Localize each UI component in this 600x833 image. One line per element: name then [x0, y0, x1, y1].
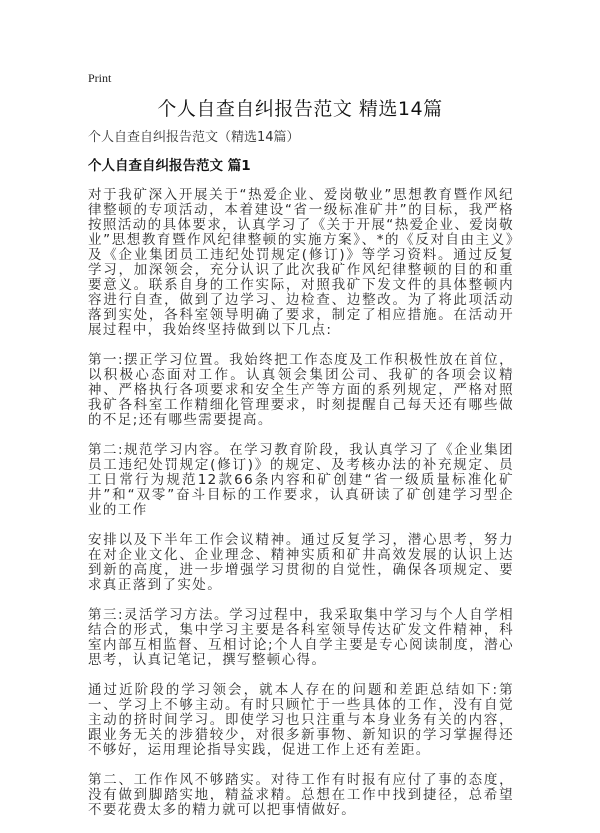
document-title: 个人自查自纠报告范文 精选14篇	[157, 98, 443, 120]
paragraph: 第一:摆正学习位置。我始终把工作态度及工作积极性放在首位，以积极心态面对工作。认真领会集团公司、我矿的各项会议精神、严格执行各项要求和安全生产等方面的系列规定，严格对照我矿各科室工作精细化管理要求，时刻提醒自己每天还有哪些做的不足;还有哪些需要提高。	[88, 352, 514, 428]
document-body	[88, 188, 514, 833]
paragraph: 通过近阶段的学习领会，就本人存在的问题和差距总结如下:第一、学习上不够主动。有时只顾忙于一些具体的工作，没有自觉主动的挤时间学习。即使学习也只注重与本身业务有关的内容，跟业务无关的涉猎较少，对很多新事物、新知识的学习掌握得还不够好，运用理论指导实践，促进工作上还有差距。	[88, 682, 514, 758]
section-heading: 个人自查自纠报告范文 篇1	[88, 158, 251, 174]
paragraph: 第二:规范学习内容。在学习教育阶段，我认真学习了《企业集团员工违纪处罚规定(修订)》的规定、及考核办法的补充规定、员工日常行为规范12款66条内容和矿创建“省一级质量标准化矿井”和“双零”奋斗目标的工作要求，认真研读了矿创建学习型企业的工作	[88, 442, 514, 518]
print-label: Print	[88, 71, 112, 85]
paragraph: 对于我矿深入开展关于“热爱企业、爱岗敬业”思想教育暨作风纪律整顿的专项活动，本着建设“省一级标准矿井”的目标，我严格按照活动的具体要求，认真学习了《关于开展“热爱企业、爱岗敬业”思想教育暨作风纪律整顿的实施方案》、*的《反对自由主义》及《企业集团员工违纪处罚规定(修订)》等学习资料。通过反复学习，加深领会，充分认识了此次我矿作风纪律整顿的目的和重要意义。联系自身的工作实际，对照我矿下发文件的具体整顿内容进行自查，做到了边学习、边检查、边整改。为了将此项活动落到实处，各科室领导明确了要求，制定了相应措施。在活动开展过程中，我始终坚持做到以下几点:	[88, 187, 514, 338]
paragraph: 第三:灵活学习方法。学习过程中，我采取集中学习与个人自学相结合的形式，集中学习主要是各科室领导传达矿发文件精神，科室内部互相监督、互相讨论;个人自学主要是专心阅读制度，潜心思考，认真记笔记，撰写整顿心得。	[88, 607, 514, 668]
document-subtitle: 个人自查自纠报告范文（精选14篇）	[88, 130, 300, 145]
paragraph: 第二、工作作风不够踏实。对待工作有时报有应付了事的态度，没有做到脚踏实地，精益求精。总想在工作中找到捷径，总希望不要花费太多的精力就可以把事情做好。	[88, 772, 514, 818]
paragraph: 安排以及下半年工作会议精神。通过反复学习，潜心思考，努力在对企业文化、企业理念、精神实质和矿井高效发展的认识上达到新的高度，进一步增强学习贯彻的自觉性，确保各项规定、要求真正落到了实处。	[88, 532, 514, 593]
